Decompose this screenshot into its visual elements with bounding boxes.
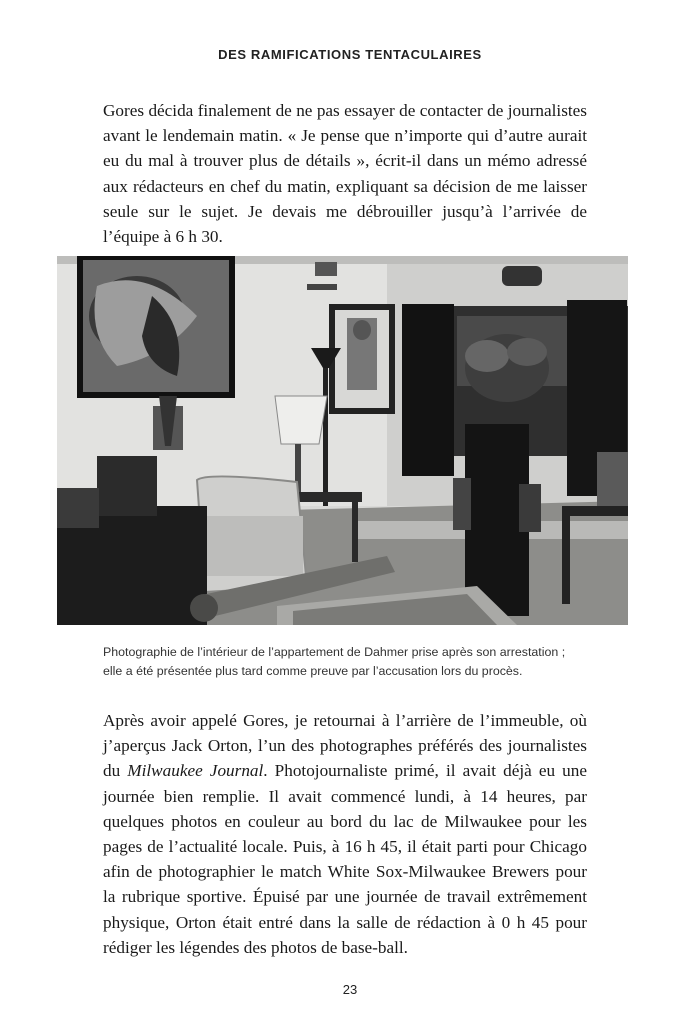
page-number: 23 xyxy=(342,982,358,997)
body-paragraph-1: Gores décida finalement de ne pas essayer de contacter de journalistes avant le lendemain matin. « Je pense que n’importe qui d’autre aurait eu du mal à trouver plus de détails », écrit-il dans un mémo adressé aux rédacteurs en chef du matin, expliquant sa décision de me laisser seule sur le sujet. Je devais me débrouiller jusqu’à l’arrivée de l’équipe à 6 h 30. xyxy=(103,101,587,247)
paragraph-2-text-b: . Photojournaliste primé, il avait déjà eu une journée bien remplie. Il avait commencé lundi, à 14 heures, par quelques photos en couleur au bord du lac de Milwaukee pour les pages de l’actualité locale. Puis, à 16 h 45, il était parti pour Chicago afin de photographier le match White Sox-Milwaukee Brewers pour la rubrique sportive. Épuisé par une journée de travail extrêmement physique, Orton était entré dans la salle de rédaction à 0 h 45 pour rédiger les légendes des photos de base-ball. xyxy=(103,761,588,957)
newspaper-title: Milwaukee Journal xyxy=(127,761,264,781)
paragraph-2-text-a: Après avoir appelé Gores, je retournai à l’arrière de l’immeuble, où j’aperçus Jack Orton, l’un des photographes préférés des journalistes du xyxy=(103,711,587,781)
body-paragraph-2 xyxy=(103,708,587,960)
caption-line-2: elle a été présentée plus tard comme preuve par l’accusation lors du procès. xyxy=(103,664,523,678)
apartment-interior-photo xyxy=(57,256,628,625)
caption-line-1: Photographie de l’intérieur de l’appartement de Dahmer prise après son arrestation ; xyxy=(103,645,566,659)
running-head: DES RAMIFICATIONS TENTACULAIRES xyxy=(218,47,482,62)
photo-caption xyxy=(103,643,623,681)
